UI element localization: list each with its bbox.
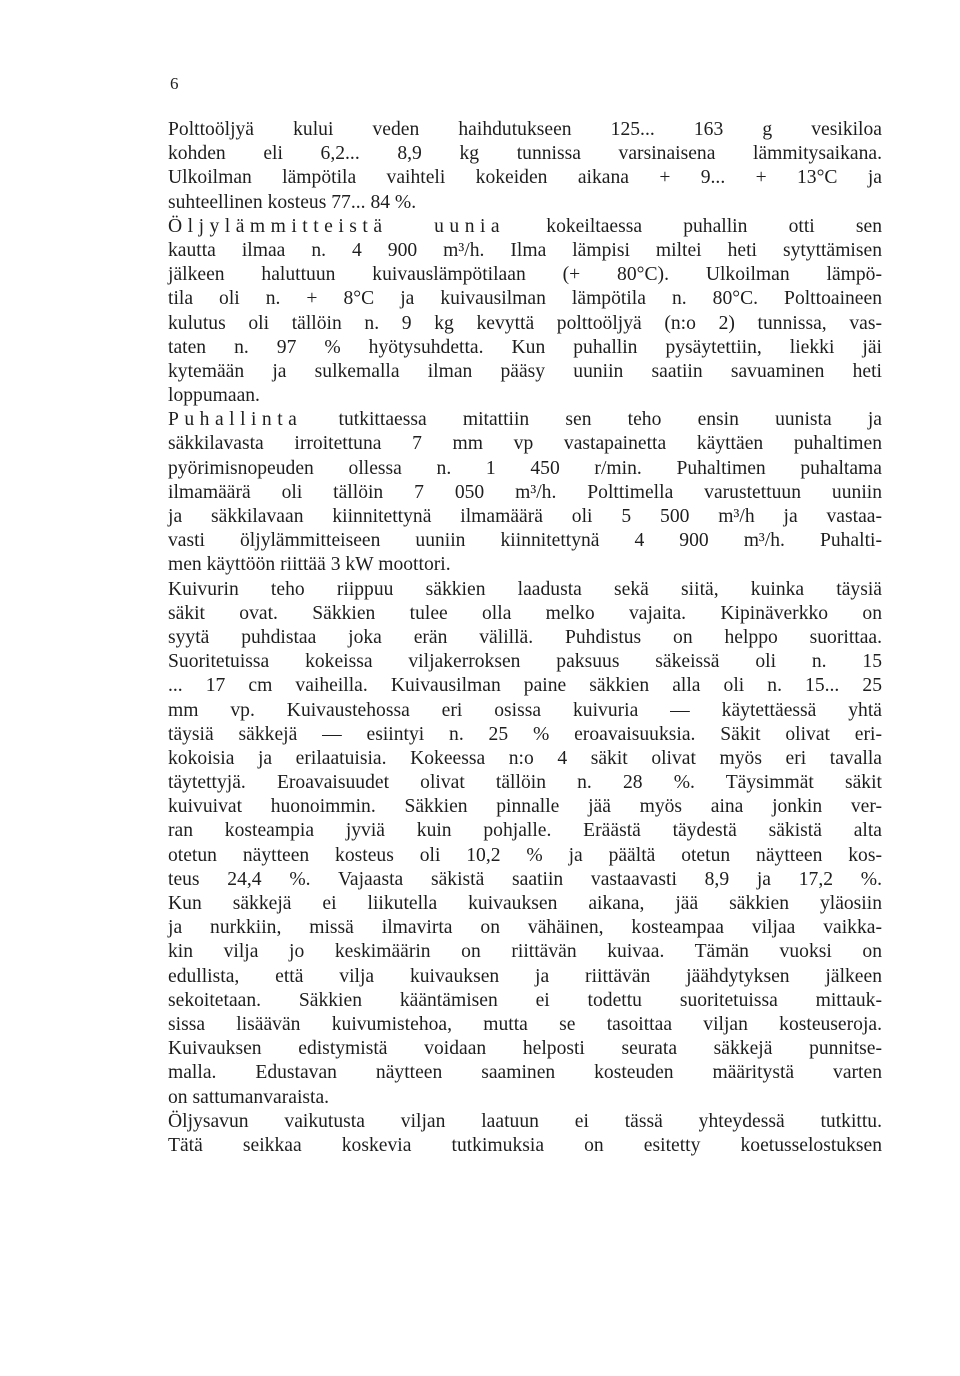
text-line: sissa lisäävän kuivumistehoa, mutta se tasoittaa viljan kosteuseroja. [168,1013,882,1035]
text-line: teus 24,4 %. Vajaasta säkistä saatiin vastaavasti 8,9 ja 17,2 %. [168,868,882,890]
text-line: taten n. 97 % hyötysuhdetta. Kun puhallin pysäytettiin, liekki jäi [168,336,882,358]
text-line: Tätä seikkaa koskevia tutkimuksia on esitetty koetusselostuksen [168,1134,882,1156]
text-line: kytemään ja sulkemalla ilman pääsy uuniin saatiin savuaminen heti [168,360,882,382]
body-text [168,118,882,1158]
text-line: tila oli n. + 8°C ja kuivausilman lämpötila n. 80°C. Polttoaineen [168,288,882,310]
text-line: ja säkkilavaan kiinnitettynä ilmamäärä oli 5 500 m³/h ja vastaa- [168,506,882,527]
text-line: Kun säkkejä ei liikutella kuivauksen aikana, jää säkkien yläosiin [168,893,882,914]
text-line: sekoitetaan. Säkkien kääntämisen ei todettu suoritetuissa mittauk- [168,989,882,1011]
text-line: kin vilja jo keskimäärin on riittävän kuivaa. Tämän vuoksi on [168,941,882,963]
text-line: loppumaan. [168,385,260,407]
text-line: malla. Edustavan näytteen saaminen kosteuden määritystä varten [168,1062,882,1084]
text-line: Kuivurin teho riippuu säkkien laadusta sekä siitä, kuinka täysiä [168,578,882,600]
text-line: suhteellinen kosteus 77... 84 %. [168,191,417,213]
page-number: 6 [170,74,179,93]
text-line: täysiä säkkejä — esiintyi n. 25 % eroavaisuuksia. Säkit olivat eri- [168,723,882,745]
text-line: Polttoöljyä kului veden haihdutukseen 125... 163 g vesikiloa [168,119,882,140]
text-line: mm vp. Kuivaustehossa eri osissa kuivuria — käytettäessä yhtä [168,699,882,721]
text-line: syytä puhdistaa joka erän välillä. Puhdistus on helppo suorittaa. [168,626,882,648]
text-line: säkit ovat. Säkkien tulee olla melko vajaita. Kipinäverkko on [168,602,882,624]
text-line: pyörimisnopeuden ollessa n. 1 450 r/min. Puhaltimen puhaltama [168,457,882,479]
paragraph-fan [168,408,882,577]
paragraph-dryer-capacity [168,578,882,1110]
paragraph-oil-heater [168,215,882,409]
text-line: Suoritetuissa kokeissa viljakerroksen paksuus säkeissä oli n. 15 [168,651,882,673]
text-line: on sattumanvaraista. [168,1086,330,1108]
text-line: kokoisia ja erilaatuisia. Kokeessa n:o 4 säkit olivat myös eri tavalla [168,747,882,769]
text-run: kokeiltaessa puhallin otti sen [505,215,882,237]
paragraph-fuel-consumption [168,118,882,215]
text-line: täytettyjä. Eroavaisuudet olivat tällöin n. 28 %. Täysimmät säkit [168,772,882,794]
text-line: jälkeen haluttuun kuivauslämpötilaan (+ 80°C). Ulkoilman lämpö- [168,264,882,286]
text-line: edullista, että vilja kuivauksen ja riittävän jäähdytyksen jälkeen [168,965,882,987]
spaced-lead-term: Öljylämmitteistä uunia [168,215,506,237]
text-line: Kuivauksen edistymistä voidaan helposti seurata säkkejä punnitse- [168,1038,882,1060]
text-line: vasti öljylämmitteiseen uuniin kiinnitettynä 4 900 m³/h. Puhalti- [168,530,882,552]
text-run: tutkittaessa mitattiin sen teho ensin uunista ja [302,409,882,431]
text-line: ran kosteampia jyviä kuin pohjalle. Eräästä täydestä säkistä alta [168,820,882,842]
text-line: säkkilavasta irroitettuna 7 mm vp vastapainetta käyttäen puhaltimen [168,433,882,455]
spaced-lead-term: Puhallinta [168,409,303,431]
text-line: ja nurkkiin, missä ilmavirta on vähäinen, kosteampaa viljaa vaikka- [168,917,882,939]
text-line: Ulkoilman lämpötila vaihteli kokeiden aikana + 9... + 13°C ja [168,167,882,189]
text-line: otetun näytteen kosteus oli 10,2 % ja päältä otetun näytteen kos- [168,844,882,866]
text-line [168,215,882,239]
text-line: kulutus oli tällöin n. 9 kg kevyttä polttoöljyä (n:o 2) tunnissa, vas- [168,312,882,334]
paragraph-oil-smoke [168,1110,882,1158]
text-line: ... 17 cm vaiheilla. Kuivausilman paine säkkien alla oli n. 15... 25 [168,675,882,697]
text-line: men käyttöön riittää 3 kW moottori. [168,554,451,576]
text-line [168,408,882,432]
text-line: kuivuivat huonoimmin. Säkkien pinnalle jää myös aina jonkin ver- [168,796,882,818]
text-line: ilmamäärä oli tällöin 7 050 m³/h. Polttimella varustettuun uuniin [168,481,882,503]
text-line: kohden eli 6,2... 8,9 kg tunnissa varsinaisena lämmitysaikana. [168,143,882,165]
text-line: Öljysavun vaikutusta viljan laatuun ei tässä yhteydessä tutkittu. [168,1110,882,1132]
text-line: kautta ilmaa n. 4 900 m³/h. Ilma lämpisi miltei heti sytyttämisen [168,239,882,261]
